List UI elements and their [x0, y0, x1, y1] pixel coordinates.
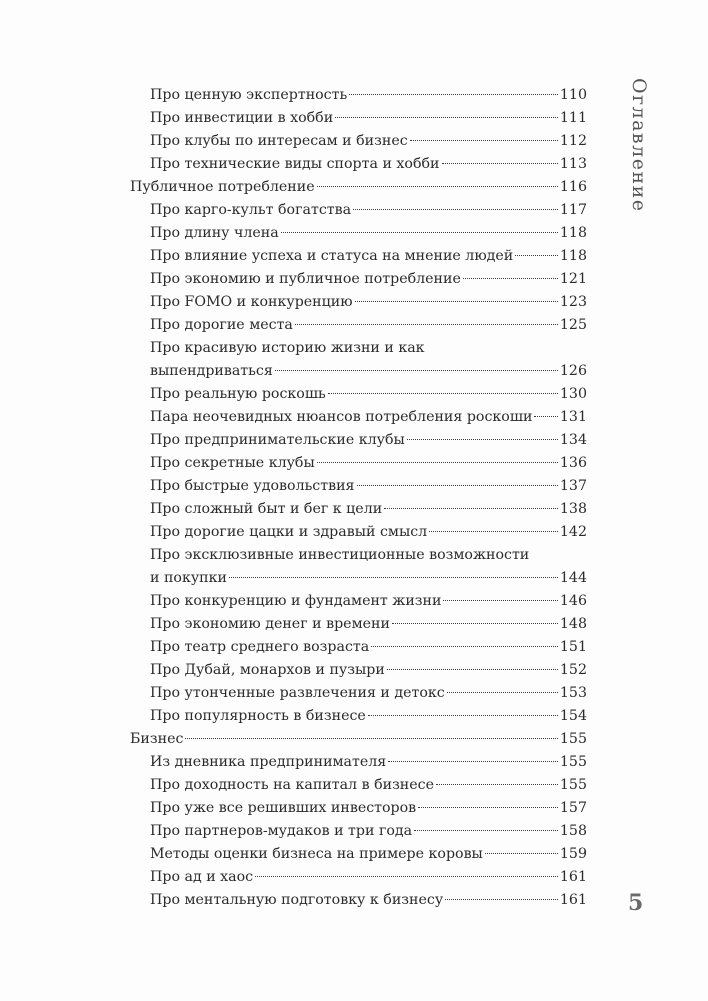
dot-leader [317, 186, 558, 187]
dot-leader [414, 830, 558, 831]
toc-entry-page: 155 [559, 777, 587, 793]
toc-entry-last-line [150, 360, 587, 383]
dot-leader [515, 255, 558, 256]
toc-entry-page: 158 [559, 823, 587, 839]
toc-entry [130, 843, 587, 866]
toc-entry-page: 117 [559, 202, 587, 218]
toc-entry-title: Про секретные клубы [150, 455, 315, 471]
toc-entry-page: 155 [559, 754, 587, 770]
toc-entry-page: 161 [559, 892, 587, 908]
toc-entry-title: Про эксклюзивные инвестиционные возможности [150, 547, 530, 563]
toc-entry [130, 797, 587, 820]
toc-entry-title: Про конкуренцию и фундамент жизни [150, 593, 442, 609]
dot-leader [255, 876, 558, 877]
toc-entry-title: Про ад и хаос [150, 869, 254, 885]
toc-entry-title: Про ментальную подготовку к бизнесу [150, 892, 444, 908]
toc-entry-page: 152 [559, 662, 587, 678]
dot-leader [429, 531, 558, 532]
toc-entry [130, 521, 587, 544]
toc-entry [130, 199, 587, 222]
dot-leader [281, 232, 558, 233]
toc-entry-page: 159 [559, 846, 587, 862]
toc-entry-page: 153 [559, 685, 587, 701]
dot-leader [357, 485, 558, 486]
toc-entry [130, 268, 587, 291]
toc-entry-title: Пара неочевидных нюансов потребления роскоши [150, 409, 533, 425]
toc-entry [130, 613, 587, 636]
toc-entry-page: 134 [559, 432, 587, 448]
toc-entry-title: Про популярность в бизнесе [150, 708, 366, 724]
toc-entry-title: Про длину члена [150, 225, 279, 241]
dot-leader [295, 324, 558, 325]
dot-leader [353, 209, 558, 210]
toc-entry [130, 682, 587, 705]
toc-entry [130, 889, 587, 912]
toc-entry-title: и покупки [150, 570, 227, 586]
toc-entry-page: 148 [559, 616, 587, 632]
toc-entry-title: Про предпринимательские клубы [150, 432, 405, 448]
toc-entry-last-line [150, 567, 587, 590]
toc-entry [130, 820, 587, 843]
toc-entry-page: 131 [559, 409, 587, 425]
toc-entry [130, 475, 587, 498]
toc-entry-page: 157 [559, 800, 587, 816]
toc-entry [130, 544, 587, 590]
toc-entry-page: 138 [559, 501, 587, 517]
toc-entry [130, 314, 587, 337]
dot-leader [349, 94, 558, 95]
toc-entry-page: 144 [559, 570, 587, 586]
toc-entry-page: 137 [559, 478, 587, 494]
toc-entry [130, 153, 587, 176]
toc-entry-page: 136 [559, 455, 587, 471]
toc-entry-title: Про дорогие цацки и здравый смысл [150, 524, 428, 540]
toc-entry [130, 751, 587, 774]
dot-leader [387, 669, 558, 670]
toc-entry-title: Про реальную роскошь [150, 386, 326, 402]
toc-entry-title: Про партнеров-мудаков и три года [150, 823, 413, 839]
toc-entry [130, 636, 587, 659]
toc-entry [130, 337, 587, 383]
toc-entry-page: 151 [559, 639, 587, 655]
toc-entry [130, 705, 587, 728]
toc-entry-title: Публичное потребление [130, 179, 315, 195]
dot-leader [328, 393, 558, 394]
dot-leader [229, 577, 558, 578]
running-head: Оглавление [628, 78, 650, 213]
toc-entry [130, 245, 587, 268]
toc-entry-page: 130 [559, 386, 587, 402]
toc-entry-title: Про театр среднего возраста [150, 639, 370, 655]
dot-leader [355, 301, 558, 302]
toc-entry-title: Методы оценки бизнеса на примере коровы [150, 846, 483, 862]
toc-entry-title: Про технические виды спорта и хобби [150, 156, 440, 172]
dot-leader [185, 738, 557, 739]
dot-leader [384, 508, 558, 509]
dot-leader [410, 140, 558, 141]
dot-leader [388, 761, 558, 762]
toc-entry [130, 291, 587, 314]
dot-leader [445, 899, 558, 900]
dot-leader [436, 784, 558, 785]
toc-entry [130, 130, 587, 153]
toc-entry-page: 142 [559, 524, 587, 540]
toc-entry-title: Про влияние успеха и статуса на мнение людей [150, 248, 514, 264]
table-of-contents [130, 84, 587, 912]
toc-entry-title: Про Дубай, монархов и пузыри [150, 662, 385, 678]
toc-entry-title: Про дорогие места [150, 317, 293, 333]
toc-entry [130, 659, 587, 682]
toc-entry [130, 498, 587, 521]
toc-entry-page: 113 [559, 156, 587, 172]
toc-entry-page: 161 [559, 869, 587, 885]
toc-entry-title: Про доходность на капитал в бизнесе [150, 777, 435, 793]
toc-entry-title: Про клубы по интересам и бизнес [150, 133, 408, 149]
dot-leader [371, 646, 558, 647]
toc-entry-title: Бизнес [130, 731, 184, 747]
dot-leader [463, 278, 558, 279]
dot-leader [442, 163, 558, 164]
toc-entry [130, 774, 587, 797]
dot-leader [275, 370, 558, 371]
toc-entry [130, 107, 587, 130]
dot-leader [485, 853, 558, 854]
toc-entry [130, 866, 587, 889]
toc-entry-page: 121 [559, 271, 587, 287]
toc-entry-title: Про карго-культ богатства [150, 202, 352, 218]
dot-leader [534, 416, 557, 417]
dot-leader [418, 807, 558, 808]
toc-entry-title: Про ценную экспертность [150, 87, 348, 103]
toc-entry-page: 155 [559, 731, 587, 747]
dot-leader [368, 715, 558, 716]
dot-leader [447, 692, 558, 693]
toc-entry [130, 590, 587, 613]
toc-entry-page: 118 [559, 248, 587, 264]
dot-leader [443, 600, 557, 601]
toc-entry [130, 84, 587, 107]
toc-entry-page: 112 [559, 133, 587, 149]
toc-entry [130, 452, 587, 475]
dot-leader [317, 462, 558, 463]
toc-entry-page: 154 [559, 708, 587, 724]
toc-entry-page: 110 [559, 87, 587, 103]
toc-entry-page: 116 [559, 179, 587, 195]
dot-leader [407, 439, 558, 440]
page-number: 5 [628, 890, 644, 916]
toc-entry [130, 429, 587, 452]
toc-entry-page: 118 [559, 225, 587, 241]
toc-entry-page: 146 [559, 593, 587, 609]
toc-chapter [130, 176, 587, 199]
toc-entry-title: Про экономию денег и времени [150, 616, 390, 632]
dot-leader [335, 117, 558, 118]
toc-entry-page: 123 [559, 294, 587, 310]
toc-entry-title: выпендриваться [150, 363, 273, 379]
toc-entry-title: Про инвестиции в хобби [150, 110, 334, 126]
toc-entry-title: Про быстрые удовольствия [150, 478, 355, 494]
toc-entry-title: Про FOMO и конкуренцию [150, 294, 353, 310]
toc-entry-title: Про сложный быт и бег к цели [150, 501, 383, 517]
dot-leader [392, 623, 558, 624]
toc-entry-title: Про уже все решивших инвесторов [150, 800, 417, 816]
toc-entry-title: Про красивую историю жизни и как [150, 340, 425, 356]
toc-entry [130, 222, 587, 245]
toc-entry-title: Про экономию и публичное потребление [150, 271, 461, 287]
toc-entry-title: Про утонченные развлечения и детокс [150, 685, 445, 701]
toc-entry [130, 383, 587, 406]
toc-entry-page: 126 [559, 363, 587, 379]
toc-entry-page: 111 [559, 110, 587, 126]
toc-chapter [130, 728, 587, 751]
toc-entry-page: 125 [559, 317, 587, 333]
toc-entry-title: Из дневника предпринимателя [150, 754, 387, 770]
toc-entry [130, 406, 587, 429]
